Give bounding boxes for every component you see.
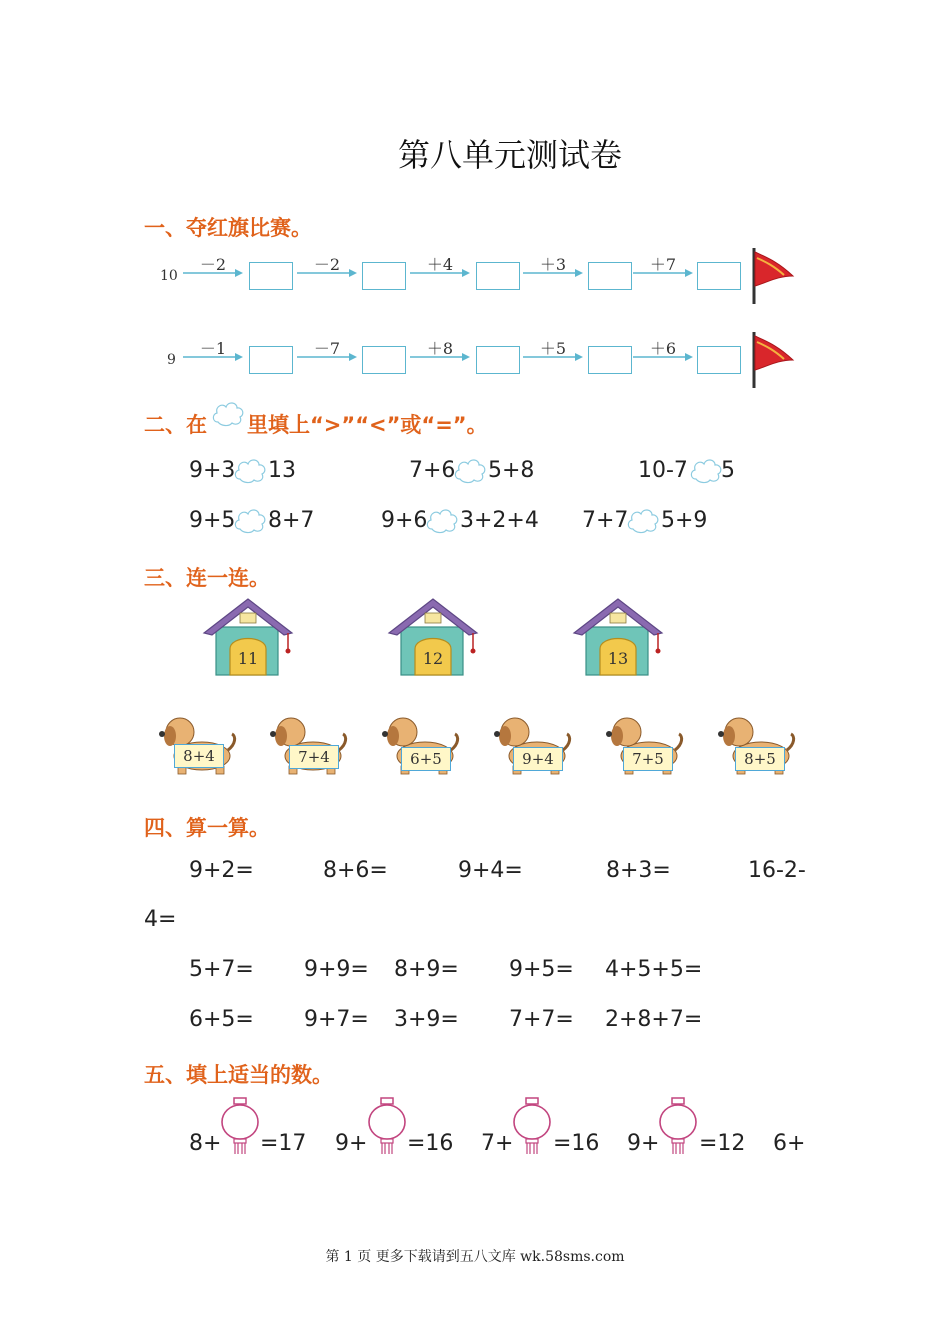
- dog-card[interactable]: [267, 714, 349, 780]
- section-3-heading: 三、连一连。: [144, 566, 270, 590]
- compare-left: 10-7: [638, 458, 688, 483]
- calc-item: 8+6=: [323, 858, 388, 883]
- race-row-2-op-1: [183, 340, 243, 370]
- red-flag-icon: [748, 330, 796, 390]
- lantern-icon[interactable]: [510, 1096, 554, 1156]
- answer-box[interactable]: [362, 262, 406, 290]
- fill-post: =12: [699, 1131, 746, 1156]
- dog-house[interactable]: [202, 597, 294, 683]
- race-row-1-op-5: [633, 256, 693, 286]
- calc-item: 4+5+5=: [605, 957, 703, 982]
- answer-box[interactable]: [249, 346, 293, 374]
- arrow-icon: [523, 268, 583, 278]
- cloud-answer-icon[interactable]: [452, 455, 488, 485]
- cloud-answer-icon[interactable]: [625, 505, 661, 535]
- op-label: －7: [313, 339, 341, 358]
- fill-post: =17: [260, 1131, 307, 1156]
- cloud-answer-icon[interactable]: [688, 455, 724, 485]
- section-5-heading: 五、填上适当的数。: [144, 1063, 333, 1087]
- arrow-icon: [410, 352, 470, 362]
- answer-box[interactable]: [588, 262, 632, 290]
- arrow-icon: [183, 268, 243, 278]
- fill-pre: 7+: [481, 1131, 514, 1156]
- race-row-2-op-2: [297, 340, 357, 370]
- op-label: ＋4: [426, 255, 454, 274]
- page-title: 第八单元测试卷: [397, 136, 622, 174]
- compare-right: 5+8: [488, 458, 535, 483]
- cloud-answer-icon[interactable]: [424, 505, 460, 535]
- calc-item: 9+4=: [458, 858, 523, 883]
- calc-item: 8+3=: [606, 858, 671, 883]
- compare-left: 7+6: [409, 458, 456, 483]
- answer-box[interactable]: [362, 346, 406, 374]
- compare-left: 9+5: [189, 508, 236, 533]
- race-row-2-op-3: [410, 340, 470, 370]
- fill-pre: 8+: [189, 1131, 222, 1156]
- calc-item: 16-2-: [748, 858, 806, 883]
- op-label: ＋5: [539, 339, 567, 358]
- dog-house[interactable]: [572, 597, 664, 683]
- arrow-icon: [410, 268, 470, 278]
- answer-box[interactable]: [697, 262, 741, 290]
- house-number: 11: [237, 649, 259, 668]
- race-row-1-op-1: [183, 256, 243, 286]
- section-2-heading-post: 里填上“>”“<”或“=”。: [247, 413, 488, 437]
- compare-left: 7+7: [582, 508, 629, 533]
- compare-right: 13: [268, 458, 296, 483]
- op-label: －2: [199, 255, 227, 274]
- op-label: ＋3: [539, 255, 567, 274]
- answer-box[interactable]: [476, 346, 520, 374]
- compare-right: 5+9: [661, 508, 708, 533]
- answer-box[interactable]: [588, 346, 632, 374]
- cloud-answer-icon[interactable]: [232, 455, 268, 485]
- page-footer: 第 1 页 更多下载请到五八文库 wk.58sms.com: [325, 1249, 625, 1265]
- dog-card[interactable]: [715, 714, 797, 780]
- race-row-1-op-2: [297, 256, 357, 286]
- section-2-heading-pre: 二、在: [144, 413, 207, 437]
- calc-item: 2+8+7=: [605, 1007, 703, 1032]
- calc-item: 9+5=: [509, 957, 574, 982]
- dog-expression: 8+5: [735, 747, 785, 771]
- section-4-heading: 四、算一算。: [144, 816, 270, 840]
- calc-item: 3+9=: [394, 1007, 459, 1032]
- compare-left: 9+6: [381, 508, 428, 533]
- fill-pre: 9+: [627, 1131, 660, 1156]
- op-label: ＋7: [649, 255, 677, 274]
- dog-expression: 9+4: [513, 747, 563, 771]
- compare-right: 3+2+4: [460, 508, 539, 533]
- dog-house[interactable]: [387, 597, 479, 683]
- fill-post: =16: [553, 1131, 600, 1156]
- lantern-icon[interactable]: [365, 1096, 409, 1156]
- section-1-heading: 一、夺红旗比赛。: [144, 216, 312, 240]
- op-label: －2: [313, 255, 341, 274]
- fill-pre: 9+: [335, 1131, 368, 1156]
- calc-item: 6+5=: [189, 1007, 254, 1032]
- calc-item: 9+7=: [304, 1007, 369, 1032]
- house-number: 13: [607, 649, 629, 668]
- calc-item: 5+7=: [189, 957, 254, 982]
- op-label: ＋6: [649, 339, 677, 358]
- fill-pre: 6+: [773, 1131, 806, 1156]
- dog-card[interactable]: [603, 714, 685, 780]
- dog-expression: 8+4: [174, 744, 224, 768]
- cloud-answer-icon[interactable]: [232, 505, 268, 535]
- compare-right: 5: [721, 458, 735, 483]
- race-row-2-start: 9: [167, 352, 176, 368]
- lantern-icon[interactable]: [218, 1096, 262, 1156]
- dog-card[interactable]: [156, 714, 238, 780]
- arrow-icon: [633, 268, 693, 278]
- dog-card[interactable]: [379, 714, 461, 780]
- arrow-icon: [523, 352, 583, 362]
- arrow-icon: [633, 352, 693, 362]
- compare-right: 8+7: [268, 508, 315, 533]
- calc-item: 7+7=: [509, 1007, 574, 1032]
- dog-card[interactable]: [491, 714, 573, 780]
- answer-box[interactable]: [697, 346, 741, 374]
- compare-left: 9+3: [189, 458, 236, 483]
- cloud-icon: [210, 398, 246, 428]
- race-row-1-op-4: [523, 256, 583, 286]
- race-row-1-start: 10: [160, 268, 178, 284]
- dog-expression: 7+5: [623, 747, 673, 771]
- answer-box[interactable]: [249, 262, 293, 290]
- arrow-icon: [297, 352, 357, 362]
- race-row-1-op-3: [410, 256, 470, 286]
- calc-item: 9+9=: [304, 957, 369, 982]
- dog-expression: 7+4: [289, 745, 339, 769]
- red-flag-icon: [748, 246, 796, 306]
- op-label: ＋8: [426, 339, 454, 358]
- answer-box[interactable]: [476, 262, 520, 290]
- race-row-2-op-4: [523, 340, 583, 370]
- calc-item: 9+2=: [189, 858, 254, 883]
- arrow-icon: [297, 268, 357, 278]
- arrow-icon: [183, 352, 243, 362]
- lantern-icon[interactable]: [656, 1096, 700, 1156]
- dog-expression: 6+5: [401, 747, 451, 771]
- calc-item-wrap: 4=: [144, 907, 177, 932]
- section-2-heading: [144, 409, 488, 439]
- calc-item: 8+9=: [394, 957, 459, 982]
- race-row-2-op-5: [633, 340, 693, 370]
- house-number: 12: [422, 649, 444, 668]
- fill-post: =16: [407, 1131, 454, 1156]
- op-label: －1: [199, 339, 227, 358]
